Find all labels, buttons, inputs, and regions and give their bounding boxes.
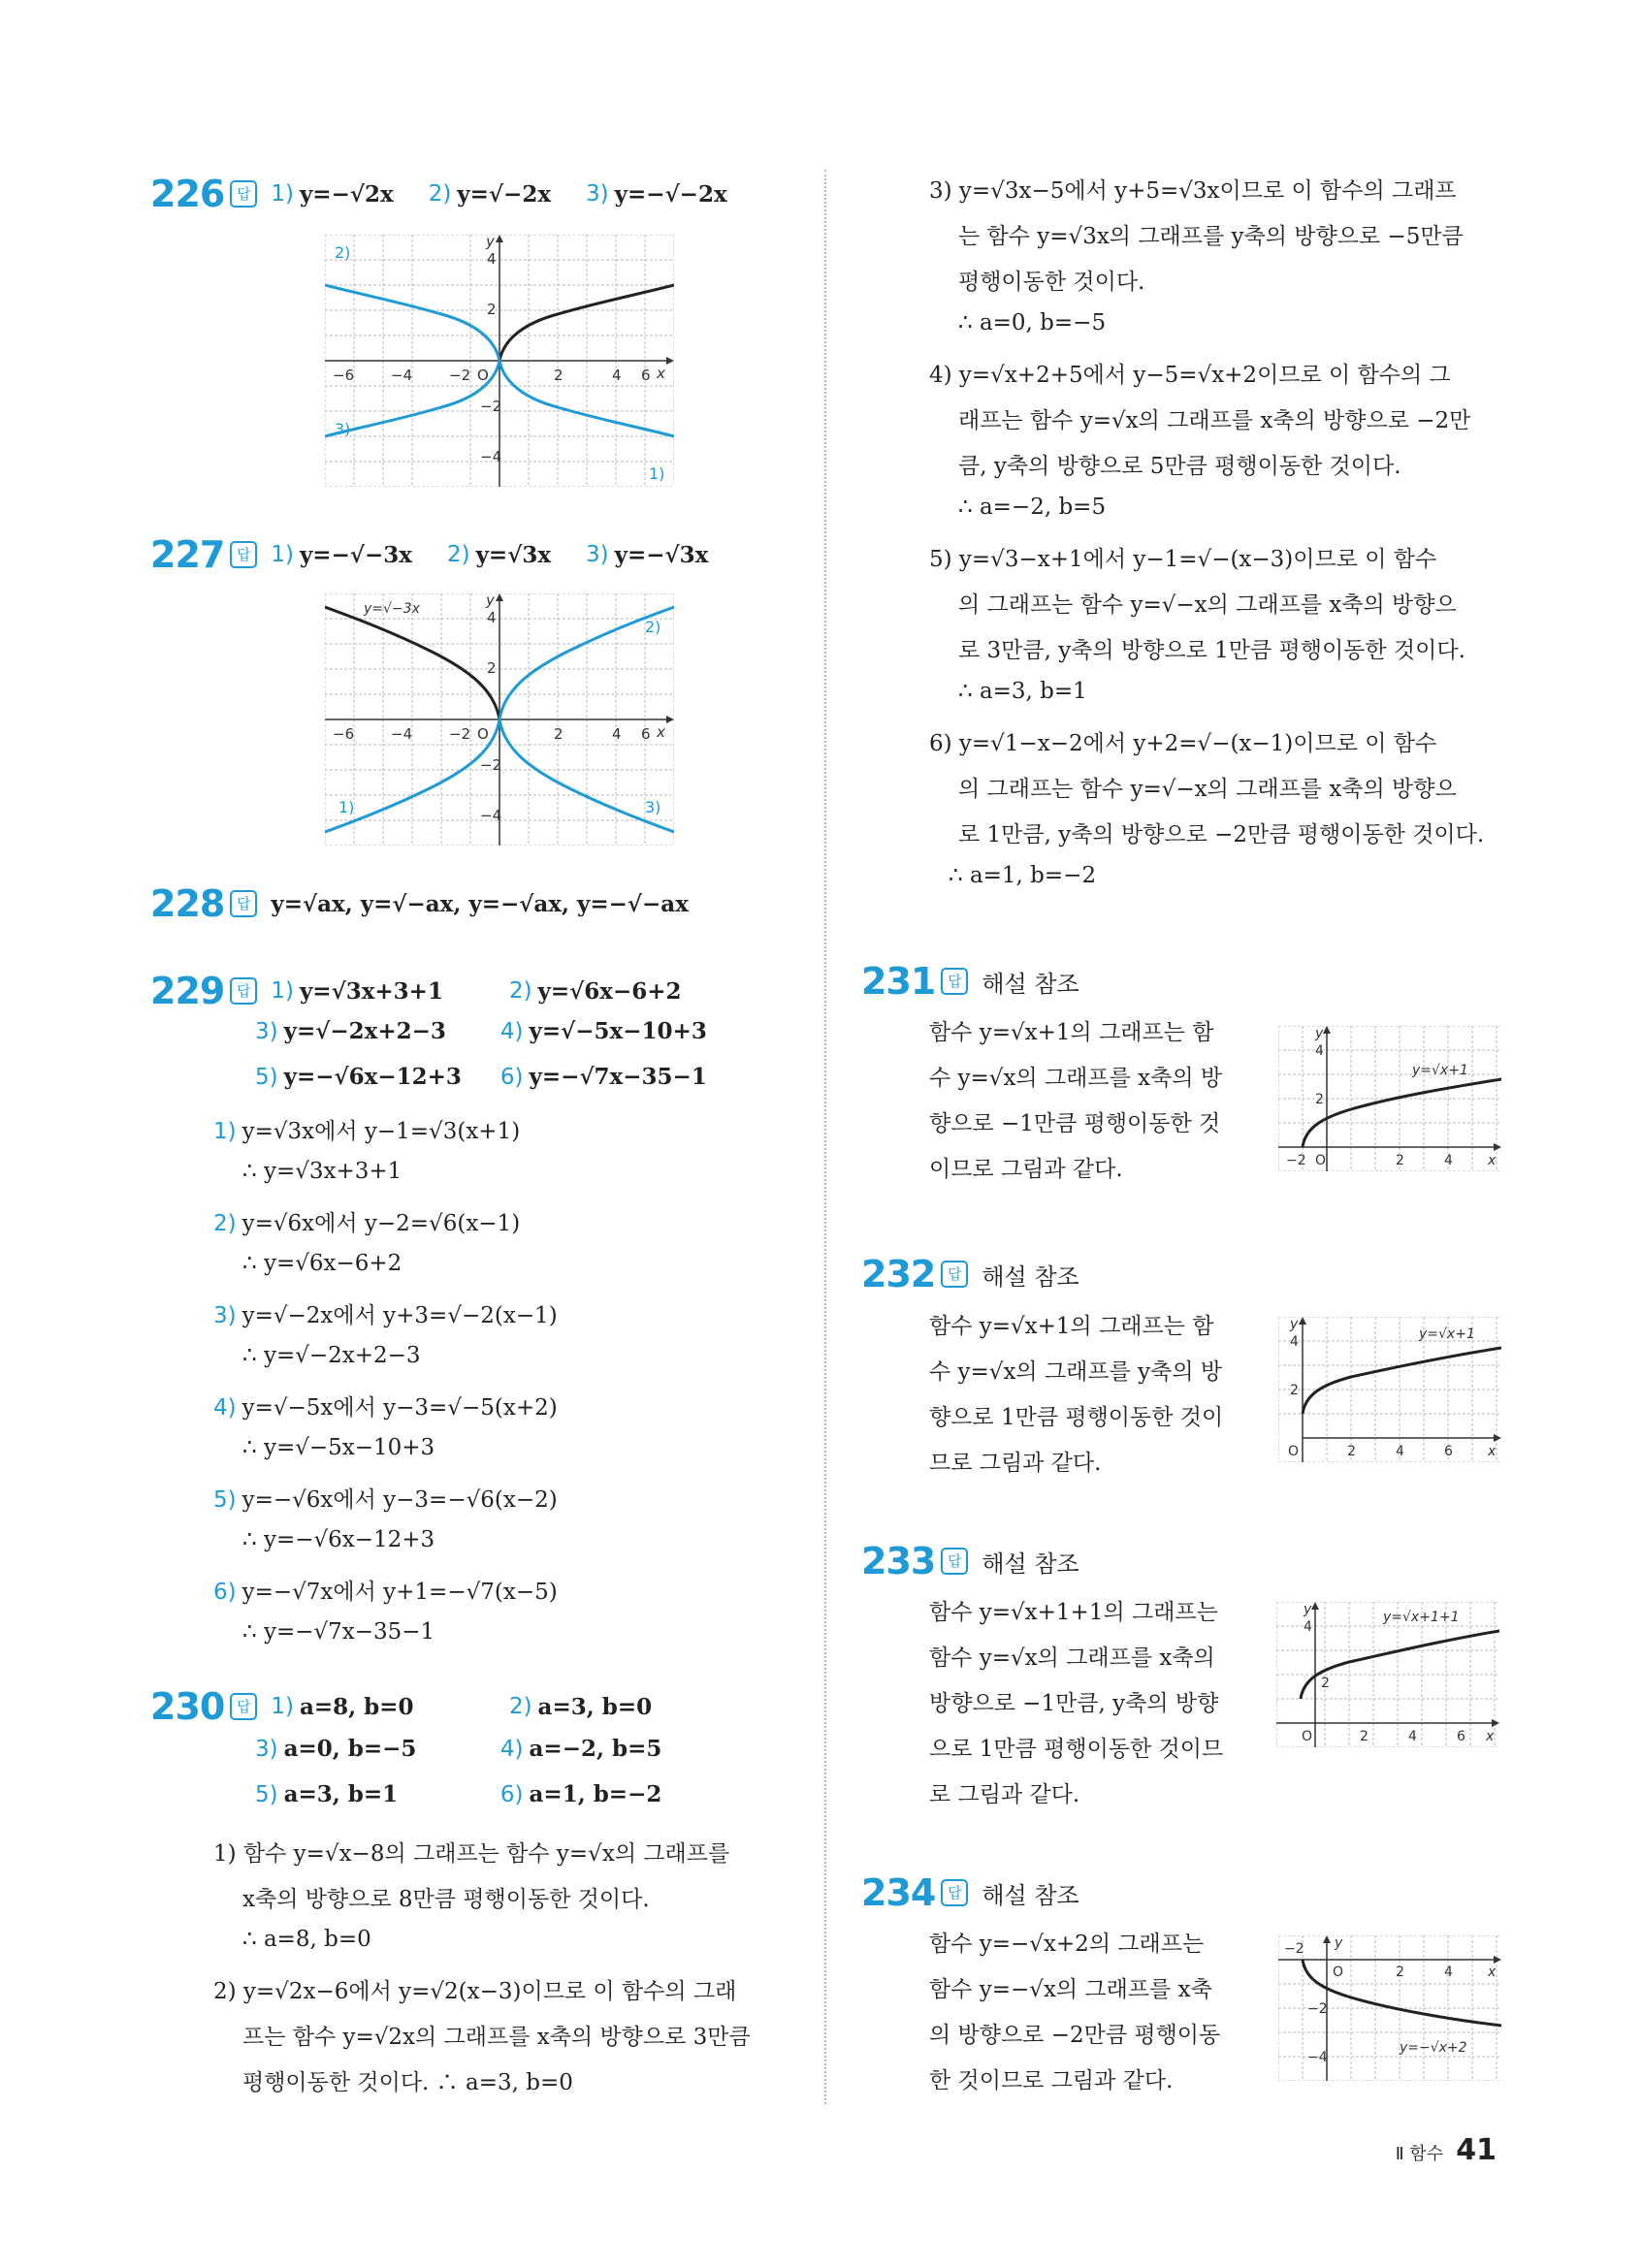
- see-explanation: 해설 참조: [982, 970, 1079, 998]
- origin-label: O: [477, 725, 489, 743]
- tick-label: −4: [480, 807, 502, 824]
- explanation-line: 로 3만큼, y축의 방향으로 1만큼 평행이동한 것이다.: [958, 638, 1465, 663]
- problem-number: 234: [861, 1871, 936, 1914]
- tick-label: 6: [1444, 1444, 1453, 1459]
- tick-label: −2: [449, 725, 471, 743]
- curve: [1303, 1348, 1501, 1414]
- problem-number: 229: [150, 970, 225, 1012]
- problem-232: [861, 1253, 1079, 1295]
- curve-formula: y=√−3x: [364, 601, 420, 617]
- origin-label: O: [1302, 1729, 1313, 1744]
- curve: [1303, 1079, 1501, 1147]
- tick-label: 2: [554, 367, 563, 384]
- curve: [1301, 1631, 1499, 1699]
- page-number: 41: [1456, 2133, 1497, 2167]
- problem-230: [150, 1685, 687, 1728]
- step-result: ∴ y=√−5x−10+3: [242, 1435, 435, 1460]
- graph-233: [1276, 1602, 1499, 1747]
- step-result: ∴ y=√−2x+2−3: [242, 1343, 421, 1368]
- answer-text: y=−√6x−12+3: [283, 1064, 462, 1090]
- item-index: 4): [499, 1019, 524, 1044]
- explanation-line: ∴ a=0, b=−5: [958, 310, 1107, 335]
- problem-number: 232: [861, 1253, 936, 1295]
- tick-label: −2: [1286, 1153, 1306, 1168]
- tick-label: 4: [1408, 1729, 1417, 1744]
- curve-label: 2): [645, 618, 661, 636]
- item-index: 1): [271, 1694, 294, 1719]
- y-var: y: [1290, 1317, 1299, 1332]
- tick-label: 2: [487, 301, 497, 318]
- tick-label: −2: [1307, 2001, 1328, 2017]
- step-result: ∴ y=−√7x−35−1: [242, 1619, 435, 1645]
- tick-label: 2: [1360, 1729, 1368, 1744]
- x-var: x: [1488, 1965, 1497, 1980]
- item-index: 5): [255, 1065, 278, 1090]
- tick-label: 6: [1457, 1729, 1465, 1744]
- tick-label: 2: [1321, 1676, 1330, 1691]
- tick-label: −4: [391, 367, 413, 384]
- explanation-line: 5) y=√3−x+1에서 y−1=√−(x−3)이므로 이 함수: [929, 547, 1437, 572]
- curve-label: 1): [649, 464, 665, 483]
- answer-row: [255, 1736, 696, 1762]
- problem-231: [861, 960, 1079, 1003]
- explanation-line: 3) y=√3x−5에서 y+5=√3x이므로 이 함수의 그래프: [929, 178, 1457, 204]
- problem-number: 231: [861, 960, 936, 1003]
- tick-label: −4: [391, 725, 413, 743]
- tick-label: 4: [1304, 1619, 1312, 1635]
- step-line: [213, 1113, 520, 1145]
- item-index: 3): [213, 1303, 237, 1328]
- tick-label: 2: [1315, 1092, 1324, 1107]
- answer-row: [255, 1781, 696, 1807]
- tick-label: −6: [333, 367, 355, 384]
- item-index: 3): [255, 1737, 278, 1762]
- answer-text: a=3, b=0: [537, 1693, 653, 1720]
- problem-226: [150, 173, 762, 215]
- y-var: y: [486, 235, 495, 250]
- item-index: 4): [499, 1737, 524, 1762]
- curve-formula: y=√x+1+1: [1383, 1610, 1460, 1625]
- explanation-line: 평행이동한 것이다.: [958, 270, 1145, 295]
- problem-number: 227: [150, 533, 225, 576]
- item-index: 2): [508, 1694, 532, 1719]
- tick-label: 4: [1444, 1153, 1453, 1168]
- y-var: y: [1315, 1026, 1324, 1041]
- step-line: [213, 1205, 520, 1237]
- item-index: 3): [586, 181, 609, 207]
- graph-226: [325, 235, 674, 487]
- answer-text: y=−√2x: [299, 180, 394, 208]
- explanation-line: ∴ a=3, b=1: [958, 679, 1087, 704]
- answer-text: y=√−5x−10+3: [529, 1018, 707, 1044]
- tick-label: 6: [641, 367, 651, 384]
- answer-tag: 답: [941, 968, 968, 995]
- problem-number: 228: [150, 882, 225, 925]
- explanation-line: 의 그래프는 함수 y=√−x의 그래프를 x축의 방향으: [958, 592, 1457, 618]
- step-text: y=√3x에서 y−1=√3(x+1): [241, 1119, 521, 1144]
- problem-number: 230: [150, 1685, 225, 1728]
- step-line: [213, 1574, 558, 1606]
- item-index: 6): [213, 1580, 237, 1605]
- tick-label: −2: [480, 398, 502, 415]
- answer-tag: 답: [941, 1261, 968, 1288]
- curve-label: 3): [335, 420, 351, 438]
- explanation-line: ∴ a=−2, b=5: [958, 495, 1107, 520]
- answer-tag: 답: [941, 1548, 968, 1575]
- answer-text: y=√3x: [475, 541, 552, 568]
- tick-label: −4: [480, 448, 502, 465]
- curve-formula: y=√x+1: [1412, 1063, 1468, 1078]
- step-result: ∴ y=√6x−6+2: [242, 1251, 402, 1276]
- step-result: ∴ y=√3x+3+1: [242, 1159, 402, 1184]
- curve-label: 3): [645, 798, 661, 816]
- tick-label: 4: [487, 250, 497, 268]
- answer-text: y=√ax, y=√−ax, y=−√ax, y=−√−ax: [271, 890, 689, 917]
- section-label: Ⅱ 함수: [1395, 2144, 1444, 2164]
- tick-label: 4: [612, 725, 622, 743]
- explanation-line: 6) y=√1−x−2에서 y+2=√−(x−1)이므로 이 함수: [929, 731, 1437, 756]
- item-index: 2): [508, 978, 532, 1004]
- x-var: x: [1486, 1729, 1495, 1744]
- tick-label: −2: [449, 367, 471, 384]
- graph-232: [1278, 1317, 1501, 1462]
- tick-label: 4: [1290, 1334, 1299, 1350]
- item-index: 2): [428, 181, 452, 207]
- graph-227: [325, 593, 674, 846]
- origin-label: O: [477, 367, 489, 384]
- item-index: 3): [255, 1019, 278, 1044]
- explanation-text: 함수 y=√x+1+1의 그래프는 함수 y=√x의 그래프를 x축의 방향으로 −1만큼, y축의 방향 으로 1만큼 평행이동한 것이므 로 그림과 같다.: [929, 1600, 1224, 1807]
- answer-row: [255, 1018, 742, 1044]
- answer-text: y=−√7x−35−1: [529, 1064, 707, 1090]
- tick-label: 4: [487, 609, 497, 626]
- answer-text: y=−√3x: [614, 541, 709, 568]
- x-var: x: [1488, 1153, 1497, 1168]
- see-explanation: 해설 참조: [982, 1881, 1079, 1909]
- answer-text: y=√6x−6+2: [537, 977, 682, 1005]
- origin-label: O: [1315, 1153, 1327, 1168]
- tick-label: 2: [1396, 1965, 1404, 1980]
- problem-228: [150, 882, 724, 925]
- step-text: y=√6x에서 y−2=√6(x−1): [241, 1211, 521, 1236]
- problem-number: 233: [861, 1540, 936, 1582]
- step-result: ∴ y=−√6x−12+3: [242, 1527, 435, 1552]
- explanation-line: 큼, y축의 방향으로 5만큼 평행이동한 것이다.: [958, 454, 1401, 479]
- item-index: 3): [586, 542, 609, 567]
- tick-label: 4: [612, 367, 622, 384]
- explanation-line: 평행이동한 것이다. ∴ a=3, b=0: [242, 2070, 573, 2095]
- explanation-line: x축의 방향으로 8만큼 평행이동한 것이다.: [242, 1887, 650, 1912]
- item-index: 2): [213, 1211, 237, 1236]
- answer-tag: 답: [230, 541, 257, 568]
- explanation-line: 로 1만큼, y축의 방향으로 −2만큼 평행이동한 것이다.: [958, 822, 1485, 847]
- answer-text: y=√−2x: [457, 180, 552, 208]
- tick-label: −2: [1284, 1941, 1304, 1957]
- tick-label: 2: [1396, 1153, 1404, 1168]
- tick-label: 4: [1396, 1444, 1404, 1459]
- item-index: 5): [213, 1487, 237, 1513]
- tick-label: 2: [1290, 1383, 1299, 1398]
- explanation-text: 함수 y=√x+1의 그래프는 함 수 y=√x의 그래프를 y축의 방 향으로 1만큼 평행이동한 것이 므로 그림과 같다.: [929, 1314, 1224, 1476]
- column-divider: [824, 170, 826, 2104]
- explanation-text: 함수 y=√x+1의 그래프는 함 수 y=√x의 그래프를 x축의 방 향으로 −1만큼 평행이동한 것 이므로 그림과 같다.: [929, 1020, 1223, 1182]
- explanation-line: 2) y=√2x−6에서 y=√2(x−3)이므로 이 함수의 그래: [213, 1979, 737, 2004]
- explanation-line: 4) y=√x+2+5에서 y−5=√x+2이므로 이 함수의 그: [929, 363, 1451, 388]
- answer-text: a=−2, b=5: [529, 1736, 662, 1762]
- tick-label: −4: [1307, 2050, 1328, 2065]
- step-line: [213, 1390, 558, 1421]
- tick-label: −6: [333, 725, 355, 743]
- answer-text: a=1, b=−2: [529, 1781, 662, 1807]
- explanation-line: 1) 함수 y=√x−8의 그래프는 함수 y=√x의 그래프를: [213, 1841, 730, 1867]
- curve-label: 2): [335, 243, 351, 262]
- origin-label: O: [1288, 1444, 1300, 1459]
- answer-text: a=3, b=1: [283, 1781, 399, 1807]
- tick-label: 6: [641, 725, 651, 743]
- x-var: x: [657, 365, 665, 382]
- tick-label: 2: [554, 725, 563, 743]
- answer-tag: 답: [941, 1879, 968, 1906]
- curve-formula: y=√x+1: [1419, 1326, 1475, 1342]
- item-index: 2): [446, 542, 470, 567]
- item-index: 1): [271, 181, 294, 207]
- explanation-line: 는 함수 y=√3x의 그래프를 y축의 방향으로 −5만큼: [958, 224, 1464, 249]
- answer-text: y=−√−3x: [299, 541, 412, 568]
- answer-text: y=√−2x+2−3: [283, 1018, 446, 1044]
- answer-text: y=−√−2x: [614, 180, 727, 208]
- see-explanation: 해설 참조: [982, 1262, 1079, 1291]
- item-index: 4): [213, 1395, 237, 1421]
- tick-label: −2: [480, 756, 502, 774]
- y-var: y: [486, 593, 495, 609]
- answer-text: y=√3x+3+1: [299, 977, 443, 1005]
- step-text: y=−√6x에서 y−3=−√6(x−2): [241, 1487, 558, 1513]
- explanation-line: 래프는 함수 y=√x의 그래프를 x축의 방향으로 −2만: [958, 408, 1471, 433]
- x-var: x: [1488, 1444, 1497, 1459]
- item-index: 6): [499, 1065, 524, 1090]
- curve-label: 1): [338, 798, 355, 816]
- item-index: 5): [255, 1782, 278, 1807]
- problem-233: [861, 1540, 1079, 1582]
- step-text: y=√−5x에서 y−3=√−5(x+2): [241, 1395, 558, 1421]
- step-line: [213, 1297, 558, 1329]
- y-var: y: [1304, 1602, 1312, 1617]
- y-var: y: [1335, 1935, 1343, 1951]
- tick-label: 2: [487, 659, 497, 677]
- explanation-text: 함수 y=−√x+2의 그래프는 함수 y=−√x의 그래프를 x축 의 방향으로 −2만큼 평행이동 한 것이므로 그림과 같다.: [929, 1932, 1221, 2093]
- answer-text: a=8, b=0: [299, 1693, 414, 1720]
- origin-label: O: [1333, 1965, 1344, 1980]
- item-index: 6): [499, 1782, 524, 1807]
- problem-234: [861, 1871, 1079, 1914]
- problem-number: 226: [150, 173, 225, 215]
- item-index: 1): [213, 1119, 237, 1144]
- explanation-line: 의 그래프는 함수 y=√−x의 그래프를 x축의 방향으: [958, 777, 1457, 802]
- answer-row: [255, 1064, 742, 1090]
- tick-label: 4: [1444, 1965, 1453, 1980]
- step-text: y=−√7x에서 y+1=−√7(x−5): [241, 1580, 558, 1605]
- answer-tag: 답: [230, 977, 257, 1005]
- x-var: x: [657, 723, 665, 741]
- curve-formula: y=−√x+2: [1400, 2040, 1467, 2056]
- step-line: [213, 1482, 558, 1514]
- explanation-line: ∴ a=1, b=−2: [949, 863, 1097, 888]
- step-text: y=√−2x에서 y+3=√−2(x−1): [241, 1303, 558, 1328]
- explanation-line: 프는 함수 y=√2x의 그래프를 x축의 방향으로 3만큼: [242, 2025, 751, 2050]
- tick-label: 4: [1315, 1043, 1324, 1059]
- explanation-line: ∴ a=8, b=0: [242, 1927, 371, 1952]
- tick-label: 2: [1347, 1444, 1356, 1459]
- answer-text: a=0, b=−5: [283, 1736, 417, 1762]
- answer-tag: 답: [230, 890, 257, 917]
- item-index: 1): [271, 978, 294, 1004]
- item-index: 1): [271, 542, 294, 567]
- problem-229: [150, 970, 717, 1012]
- answer-tag: 답: [230, 180, 257, 208]
- see-explanation: 해설 참조: [982, 1549, 1079, 1578]
- problem-227: [150, 533, 743, 576]
- graph-234: [1278, 1935, 1501, 2081]
- graph-231: [1278, 1026, 1501, 1171]
- answer-tag: 답: [230, 1693, 257, 1720]
- page-footer: [1396, 2133, 1497, 2167]
